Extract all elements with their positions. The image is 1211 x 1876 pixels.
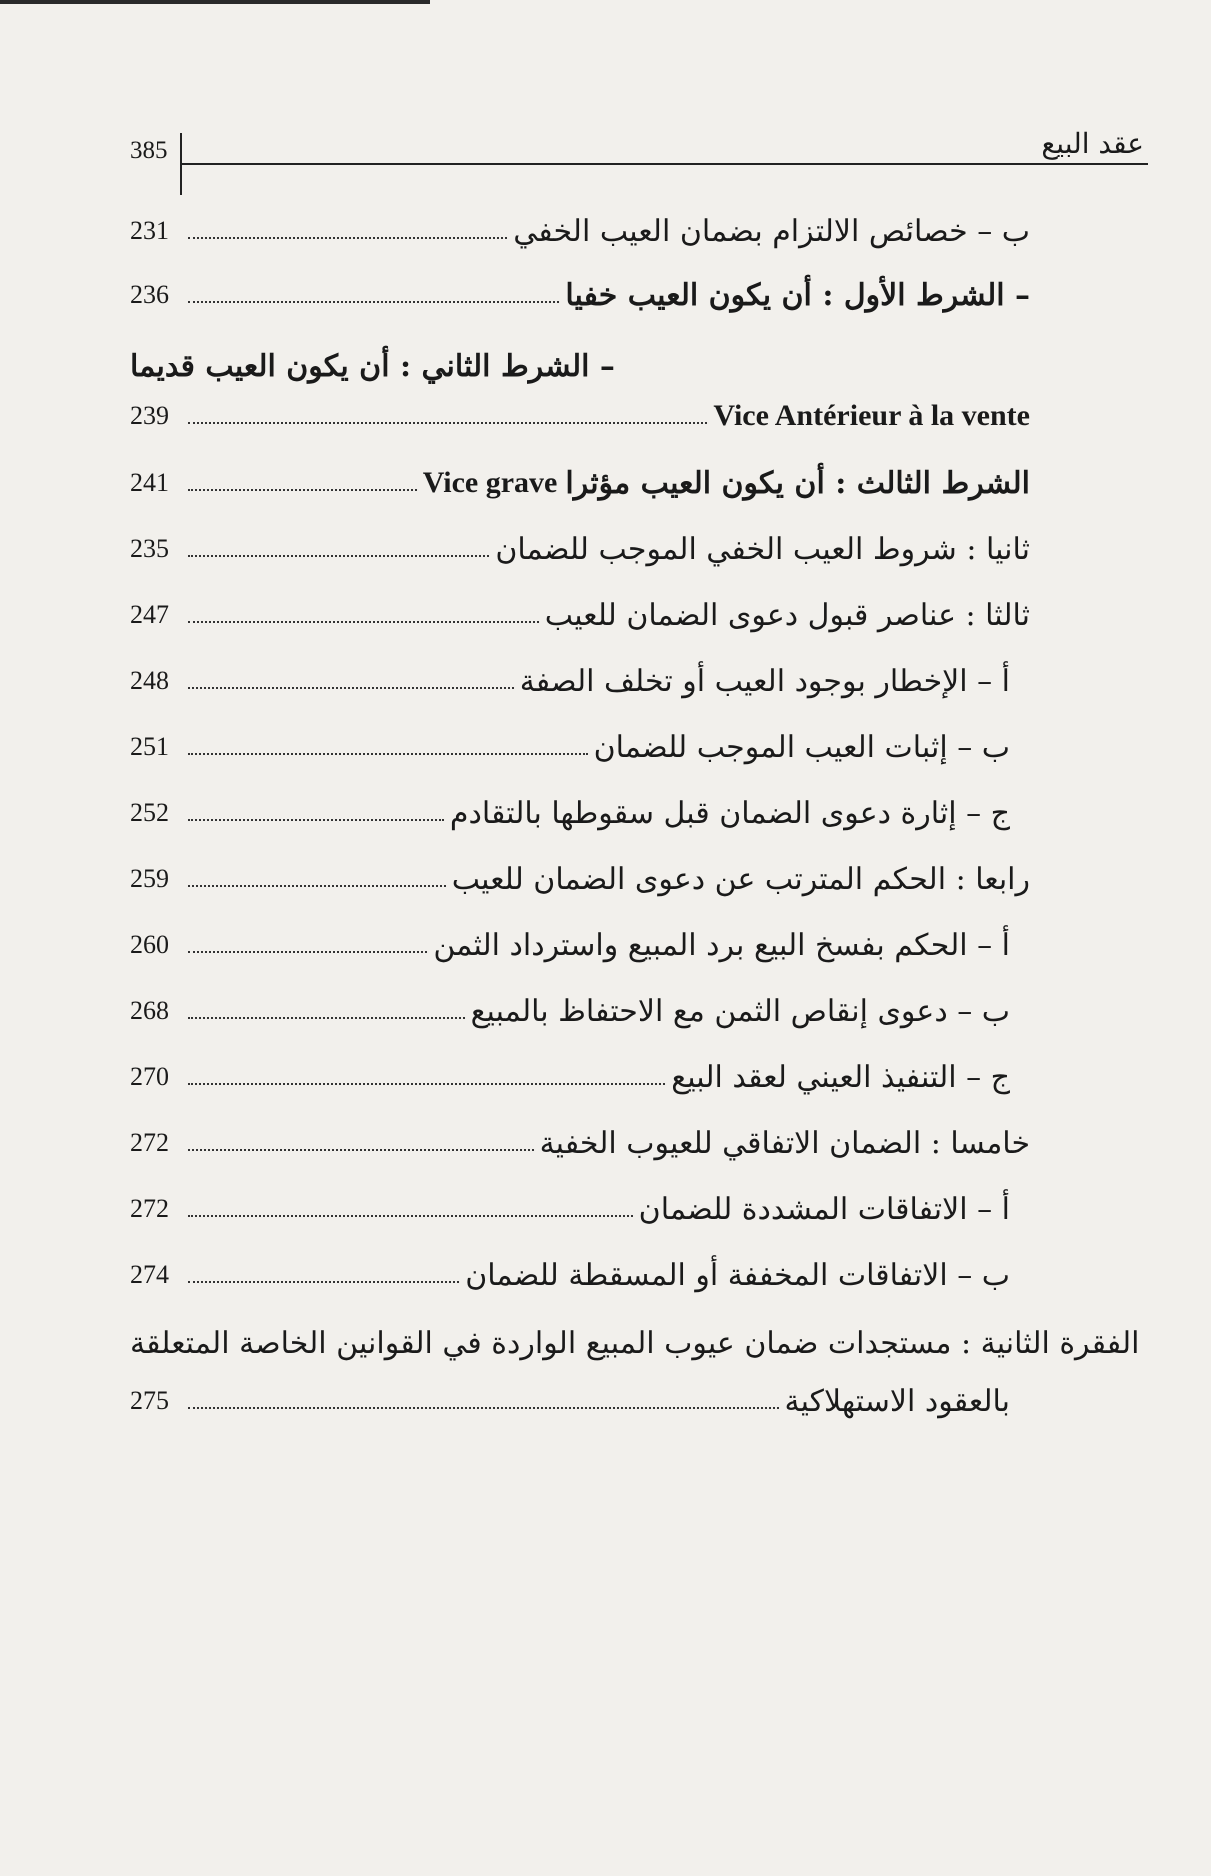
toc-entry-title-line2: بالعقود الاستهلاكية — [784, 1383, 1010, 1419]
toc-entry-title-line1: – الشرط الثاني : أن يكون العيب قديما — [130, 348, 615, 384]
page-header — [128, 125, 1148, 165]
toc-entry-title: أ – الاتفاقات المشددة للضمان — [638, 1191, 1010, 1227]
toc-entry[interactable] — [130, 1244, 1030, 1306]
table-of-contents — [130, 213, 1150, 1830]
dot-leader — [188, 422, 707, 424]
toc-entry-title: – الشرط الأول : أن يكون العيب خفيا — [565, 277, 1030, 313]
dot-leader — [188, 687, 514, 689]
page-edge-shadow — [0, 0, 430, 4]
dot-leader — [188, 621, 539, 623]
dot-leader — [188, 1149, 534, 1151]
toc-entry[interactable] — [130, 848, 1030, 910]
dot-leader — [188, 885, 446, 887]
toc-entry[interactable] — [130, 452, 1030, 514]
toc-entry-title: ب – خصائص الالتزام بضمان العيب الخفي — [513, 213, 1030, 249]
toc-entry[interactable] — [130, 1046, 1030, 1108]
toc-entry-title: ب – إثبات العيب الموجب للضمان — [593, 729, 1010, 765]
toc-entry-title: ب – الاتفاقات المخففة أو المسقطة للضمان — [465, 1257, 1010, 1293]
dot-leader — [188, 489, 417, 491]
toc-entry-title: ج – إثارة دعوى الضمان قبل سقوطها بالتقادم — [449, 795, 1010, 831]
toc-entry-title: أ – الإخطار بوجود العيب أو تخلف الصفة — [519, 663, 1010, 699]
dot-leader — [188, 1215, 633, 1217]
toc-page-number: 235 — [130, 534, 169, 563]
dot-leader — [188, 555, 489, 557]
toc-page-number: 239 — [130, 401, 169, 430]
toc-entry[interactable] — [130, 716, 1030, 778]
toc-page-number: 248 — [130, 666, 169, 695]
dot-leader — [188, 301, 559, 303]
toc-entry[interactable] — [130, 584, 1030, 646]
toc-page-number: 272 — [130, 1128, 169, 1157]
toc-page-number: 275 — [130, 1386, 169, 1415]
toc-page-number: 241 — [130, 468, 169, 497]
toc-entry-title: الشرط الثالث : أن يكون العيب مؤثرا — [565, 465, 1030, 501]
toc-entry-title-line1: الفقرة الثانية : مستجدات ضمان عيوب المبيع الواردة في القوانين الخاصة المتعلقة — [130, 1325, 1140, 1361]
toc-entry-title-line2: Vice Antérieur à la vente — [713, 399, 1030, 432]
toc-entry-title: ج – التنفيذ العيني لعقد البيع — [671, 1059, 1010, 1095]
header-rule — [180, 163, 1148, 165]
toc-entry[interactable] — [130, 1178, 1030, 1240]
toc-entry[interactable] — [130, 914, 1030, 976]
toc-page-number: 231 — [130, 216, 169, 245]
dot-leader — [188, 237, 507, 239]
dot-leader — [188, 819, 444, 821]
toc-page-number: 268 — [130, 996, 169, 1025]
toc-entry-title: ب – دعوى إنقاص الثمن مع الاحتفاظ بالمبيع — [470, 993, 1010, 1029]
dot-leader — [188, 1083, 665, 1085]
toc-page-number: 259 — [130, 864, 169, 893]
toc-entry[interactable] — [130, 200, 1030, 262]
toc-page-number: 260 — [130, 930, 169, 959]
toc-entry[interactable] — [130, 1112, 1030, 1174]
toc-page-number: 252 — [130, 798, 169, 827]
toc-page-number: 251 — [130, 732, 169, 761]
dot-leader — [188, 753, 588, 755]
toc-page-number: 272 — [130, 1194, 169, 1223]
toc-entry-title: أ – الحكم بفسخ البيع برد المبيع واسترداد الثمن — [433, 927, 1010, 963]
toc-entry[interactable] — [130, 980, 1030, 1042]
toc-entry-title: ثالثا : عناصر قبول دعوى الضمان للعيب — [544, 597, 1030, 633]
toc-entry[interactable] — [130, 1370, 1030, 1432]
toc-entry[interactable] — [130, 518, 1030, 580]
toc-entry-latin: Vice grave — [422, 466, 558, 499]
page-number: 385 — [130, 137, 168, 164]
toc-entry[interactable] — [130, 782, 1030, 844]
dot-leader — [188, 1281, 459, 1283]
dot-leader — [188, 1017, 465, 1019]
toc-entry-title: رابعا : الحكم المترتب عن دعوى الضمان للعيب — [451, 861, 1030, 897]
dot-leader — [188, 951, 427, 953]
dot-leader — [188, 1407, 779, 1409]
toc-entry-title: ثانيا : شروط العيب الخفي الموجب للضمان — [495, 531, 1030, 567]
toc-entry[interactable] — [130, 650, 1030, 712]
toc-page-number: 236 — [130, 280, 169, 309]
toc-page-number: 270 — [130, 1062, 169, 1091]
toc-entry[interactable] — [130, 264, 1030, 326]
toc-page-number: 274 — [130, 1260, 169, 1289]
toc-entry[interactable] — [130, 385, 1030, 447]
toc-entry-title: خامسا : الضمان الاتفاقي للعيوب الخفية — [539, 1125, 1030, 1161]
toc-page-number: 247 — [130, 600, 169, 629]
running-title: عقد البيع — [1041, 127, 1144, 160]
